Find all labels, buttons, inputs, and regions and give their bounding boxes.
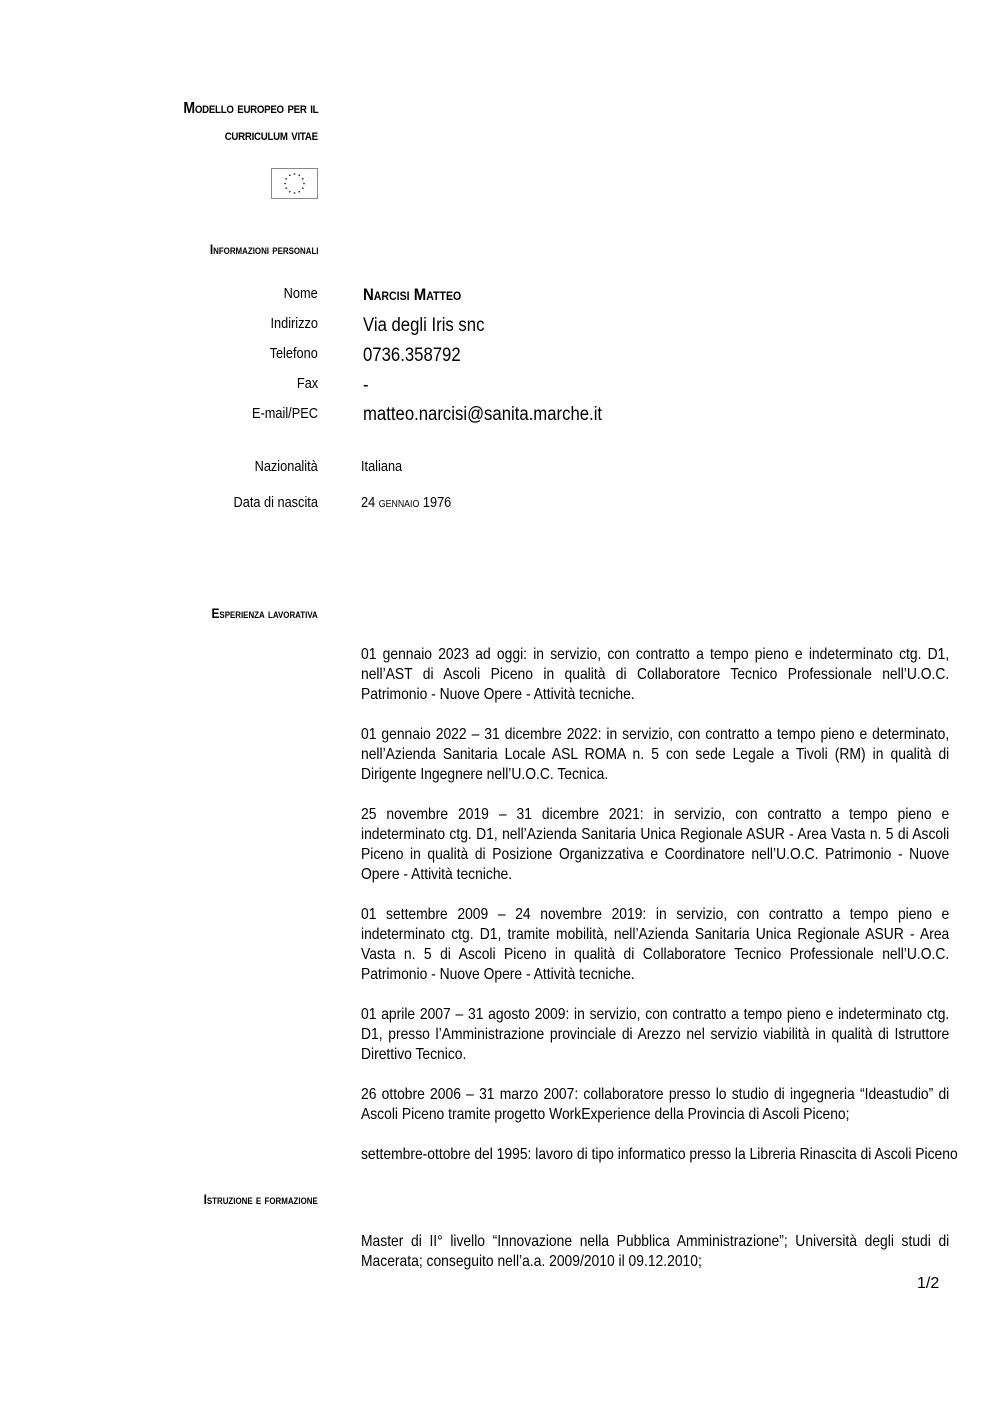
experience-item: 01 settembre 2009 – 24 novembre 2019: in servizio, con contratto a tempo pieno e indeterminato ctg. D1, tramite mobilità, nell’Azienda Sanitaria Unica Regionale ASUR - Area Vasta n. 5 di Ascoli Piceno in qualità di Collaboratore Tecnico Professionale nell’U.O.C. Patrimonio - Nuove Opere - Attività tecniche. [361, 906, 950, 983]
eu-star-icon [284, 183, 286, 185]
eu-star-icon [285, 187, 287, 189]
section-heading-education: Istruzione e formazione [203, 1192, 318, 1207]
eu-star-icon [285, 178, 287, 180]
experience-item: settembre-ottobre del 1995: lavoro di tipo informatico presso la Libreria Rinascita di Ascoli Piceno [361, 1146, 958, 1163]
experience-item: 26 ottobre 2006 – 31 marzo 2007: collaboratore presso lo studio di ingegneria “Ideastudio” di Ascoli Piceno tramite progetto WorkExperience della Provincia di Ascoli Piceno; [361, 1086, 950, 1123]
field-value-indirizzo: Via degli Iris snc [363, 315, 485, 336]
birth-day: 24 [361, 495, 376, 511]
field-label-nazionalita: Nazionalità [254, 459, 318, 475]
field-label-data-nascita: Data di nascita [233, 495, 318, 511]
document-title-line-1: Modello europeo per il [183, 100, 318, 117]
field-label-indirizzo: Indirizzo [270, 316, 318, 332]
birth-month: gennaio [378, 495, 420, 511]
field-label-nome: Nome [283, 286, 318, 302]
field-value-fax: - [363, 375, 369, 396]
experience-item: 01 aprile 2007 – 31 agosto 2009: in servizio, con contratto a tempo pieno e indeterminato ctg. D1, presso l’Amministrazione provinciale di Arezzo nel servizio viabilità in qualità di Istruttore Direttivo Tecnico. [361, 1006, 950, 1063]
field-value-telefono: 0736.358792 [363, 345, 461, 366]
field-value-nazionalita: Italiana [361, 459, 403, 475]
education-item: Master di II° livello “Innovazione nella Pubblica Amministrazione”; Università degli studi di Macerata; conseguito nell’a.a. 2009/2010 il 09.12.2010; [361, 1233, 950, 1270]
field-value-nome: Narcisi Matteo [363, 285, 462, 304]
eu-star-icon [302, 178, 304, 180]
eu-star-icon [289, 174, 291, 176]
document-title-line-2: curriculum vitae [224, 127, 318, 144]
experience-item: 25 novembre 2019 – 31 dicembre 2021: in servizio, con contratto a tempo pieno e indeterminato ctg. D1, nell’Azienda Sanitaria Unica Regionale ASUR - Area Vasta n. 5 di Ascoli Piceno in qualità di Posizione Organizzativa e Coordinatore nell’U.O.C. Patrimonio - Nuove Opere - Attività tecniche. [361, 806, 950, 883]
eu-star-icon [302, 187, 304, 189]
field-label-telefono: Telefono [269, 346, 318, 362]
experience-item: 01 gennaio 2022 – 31 dicembre 2022: in servizio, con contratto a tempo pieno e determinato, nell’Azienda Sanitaria Locale ASL ROMA n. 5 con sede Legale a Tivoli (RM) in qualità di Dirigente Ingegnere nell’U.O.C. Tecnica. [361, 726, 950, 783]
field-label-fax: Fax [296, 376, 318, 392]
page-number: 1/2 [917, 1275, 940, 1292]
eu-star-icon [298, 174, 300, 176]
field-value-data-nascita [361, 495, 451, 511]
eu-flag-icon [271, 168, 318, 199]
eu-star-icon [303, 183, 305, 185]
field-label-email: E-mail/PEC [252, 406, 318, 422]
eu-star-icon [294, 192, 296, 194]
eu-star-icon [289, 191, 291, 193]
birth-year: 1976 [422, 495, 452, 511]
eu-star-icon [298, 191, 300, 193]
field-value-email: matteo.narcisi@sanita.marche.it [363, 404, 603, 425]
section-heading-personal: Informazioni personali [209, 242, 318, 257]
experience-item: 01 gennaio 2023 ad oggi: in servizio, con contratto a tempo pieno e indeterminato ctg. D1, nell’AST di Ascoli Piceno in qualità di Collaboratore Tecnico Professionale nell’U.O.C. Patrimonio - Nuove Opere - Attività tecniche. [361, 646, 950, 703]
section-heading-experience: Esperienza lavorativa [211, 606, 318, 621]
eu-star-icon [294, 173, 296, 175]
